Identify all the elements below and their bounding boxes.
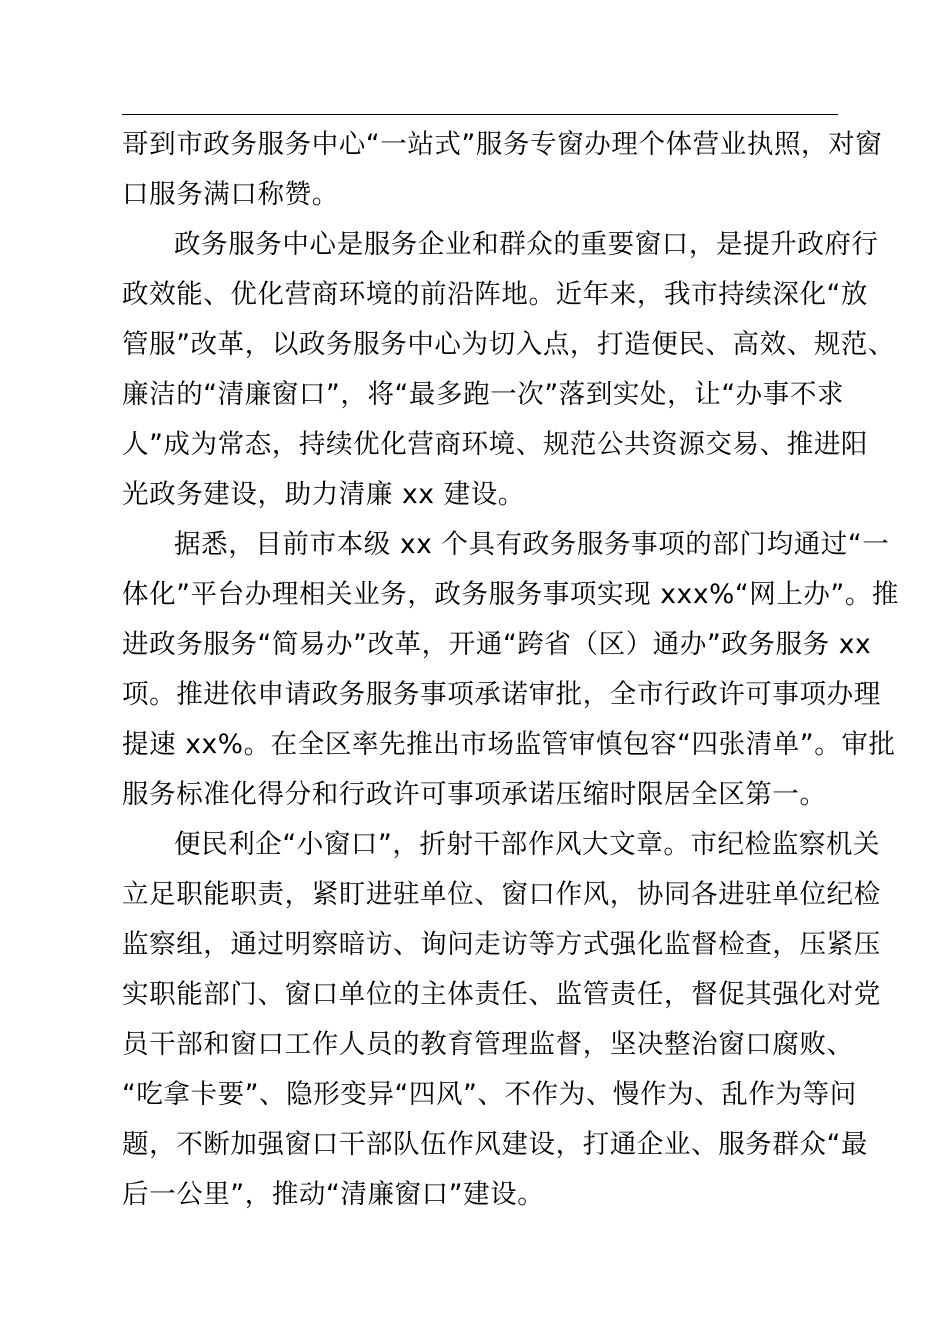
text-line: 员干部和窗口工作人员的教育管理监督，坚决整治窗口腐败、 [122,1029,854,1060]
text-line: 后一公里”，推动“清廉窗口”建设。 [122,1179,545,1210]
text-line: 立足职能职责，紧盯进驻单位、窗口作风，协同各进驻单位纪检 [122,879,881,910]
text-line: 监察组，通过明察暗访、询问走访等方式强化监督检查，压紧压 [122,929,881,960]
text-line: 管服”改革，以政务服务中心为切入点，打造便民、高效、规范、 [122,329,896,360]
text-line: 题，不断加强窗口干部队伍作风建设，打通企业、服务群众“最 [122,1129,869,1160]
text-line: 进政务服务“简易办”改革，开通“跨省（区）通办”政务服务 xx [122,629,872,660]
header-rule [122,114,838,115]
paragraph-1 [122,120,883,220]
text-line: 提速 xx%。在全区率先推出市场监管审慎包容“四张清单”。审批 [122,729,896,760]
text-line: 项。推进依申请政务服务事项承诺审批，全市行政许可事项办理 [122,679,881,710]
text-line: 服务标准化得分和行政许可事项承诺压缩时限居全区第一。 [122,779,827,810]
text-line: “吃拿卡要”、隐形变异“四风”、不作为、慢作为、乱作为等问 [122,1079,857,1110]
text-line: 人”成为常态，持续优化营商环境、规范公共资源交易、推进阳 [122,429,869,460]
text-line: 哥到市政务服务中心“一站式”服务专窗办理个体营业执照，对窗 [122,129,883,160]
text-line: 口服务满口称赞。 [122,179,339,210]
paragraph-2 [122,220,896,520]
text-line: 体化”平台办理相关业务，政务服务事项实现 xxx%“网上办”。推 [122,579,900,610]
paragraph-4 [122,820,881,1220]
text-line: 据悉，目前市本级 xx 个具有政务服务事项的部门均通过“一 [174,529,890,560]
text-line: 光政务建设，助力清廉 xx 建设。 [122,479,525,510]
text-line: 实职能部门、窗口单位的主体责任、监管责任，督促其强化对党 [122,979,881,1010]
text-line: 政效能、优化营商环境的前沿阵地。近年来，我市持续深化“放 [122,279,869,310]
text-line: 廉洁的“清廉窗口”，将“最多跑一次”落到实处，让“办事不求 [122,379,845,410]
paragraph-3 [122,520,900,820]
text-line: 政务服务中心是服务企业和群众的重要窗口，是提升政府行 [174,229,879,260]
text-line: 便民利企“小窗口”，折射干部作风大文章。市纪检监察机关 [174,829,881,860]
document-body [122,120,900,1220]
